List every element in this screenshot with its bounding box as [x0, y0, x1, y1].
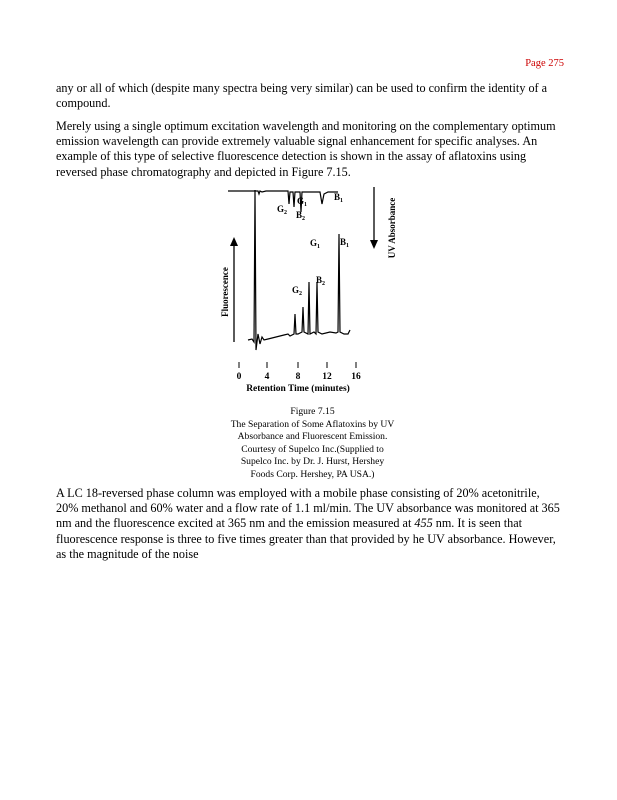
uv-arrow-head [370, 240, 378, 249]
x-tick-label-8: 8 [295, 372, 301, 382]
x-tick-label-4: 4 [264, 372, 270, 382]
caption-line-3: Courtesy of Supelco Inc.(Supplied to [241, 443, 384, 455]
uv-peak-label-b1: $B_1$ [334, 192, 344, 204]
paragraph-3-text-after: nm. It is seen that fluorescence response is three to five times greater than that provided by he UV absorbance. However, as the magnitude of the noise [56, 516, 556, 561]
fl-peak-label-g2: $G_2$ [292, 285, 303, 297]
figure-number: Figure 7.15 [290, 406, 335, 417]
fl-peak-label-g1: $G_1$ [310, 238, 321, 250]
uv-peak-label-b2: $B_2$ [296, 210, 306, 222]
x-tick-label-12: 12 [322, 372, 332, 382]
x-axis-label: Retention Time (minutes) [246, 384, 350, 394]
uv-absorbance-label: UV Absorbance [387, 197, 397, 259]
fl-peak-label-b1: $B_1$ [340, 237, 350, 249]
uv-peak-label-g2: $G_2$ [277, 204, 288, 216]
caption-line-1: The Separation of Some Aflatoxins by UV [230, 418, 395, 430]
fl-peak-label-b2: $B_2$ [316, 275, 326, 287]
caption-line-5: Foods Corp. Hershey, PA USA.) [250, 468, 375, 480]
chromatogram-chart [212, 182, 412, 397]
caption-line-2: Absorbance and Fluorescent Emission. [237, 431, 388, 442]
figure-caption [200, 406, 425, 481]
caption-line-4: Supelco Inc. by Dr. J. Hurst, Hershey [240, 456, 385, 467]
chromatogram-figure [212, 182, 412, 397]
fluorescence-label: Fluorescence [220, 267, 230, 317]
fluorescence-arrow-head [230, 237, 238, 246]
paragraph-3 [56, 486, 561, 562]
paragraph-2: Merely using a single optimum excitation wavelength and monitoring on the complementary optimum emission wavelength can provide extremely valuable signal enhancement for specific analyses. An example of this type of selective fluorescence detection is shown in the assay of aflatoxins using reversed phase chromatography and depicted in Figure 7.15. [56, 119, 556, 179]
paragraph-3-text-before: A LC 18-reversed phase column was employed with a mobile phase consisting of 20% acetonitrile, 20% methanol and 60% water and a flow rate of 1.1 ml/min. The UV absorbance was monitored at 365 nm and the fluorescence excited at 365 nm and the emission measured at [56, 486, 560, 531]
paragraph-3-italic-value: 455 [414, 516, 433, 531]
x-tick-label-16: 16 [351, 372, 361, 382]
x-tick-label-0: 0 [236, 372, 242, 382]
uv-peak-label-g1: $G_1$ [297, 196, 308, 208]
paragraph-1: any or all of which (despite many spectra being very similar) can be used to confirm the identity of a compound. [56, 81, 548, 111]
page-number: Page 275 [525, 58, 564, 69]
